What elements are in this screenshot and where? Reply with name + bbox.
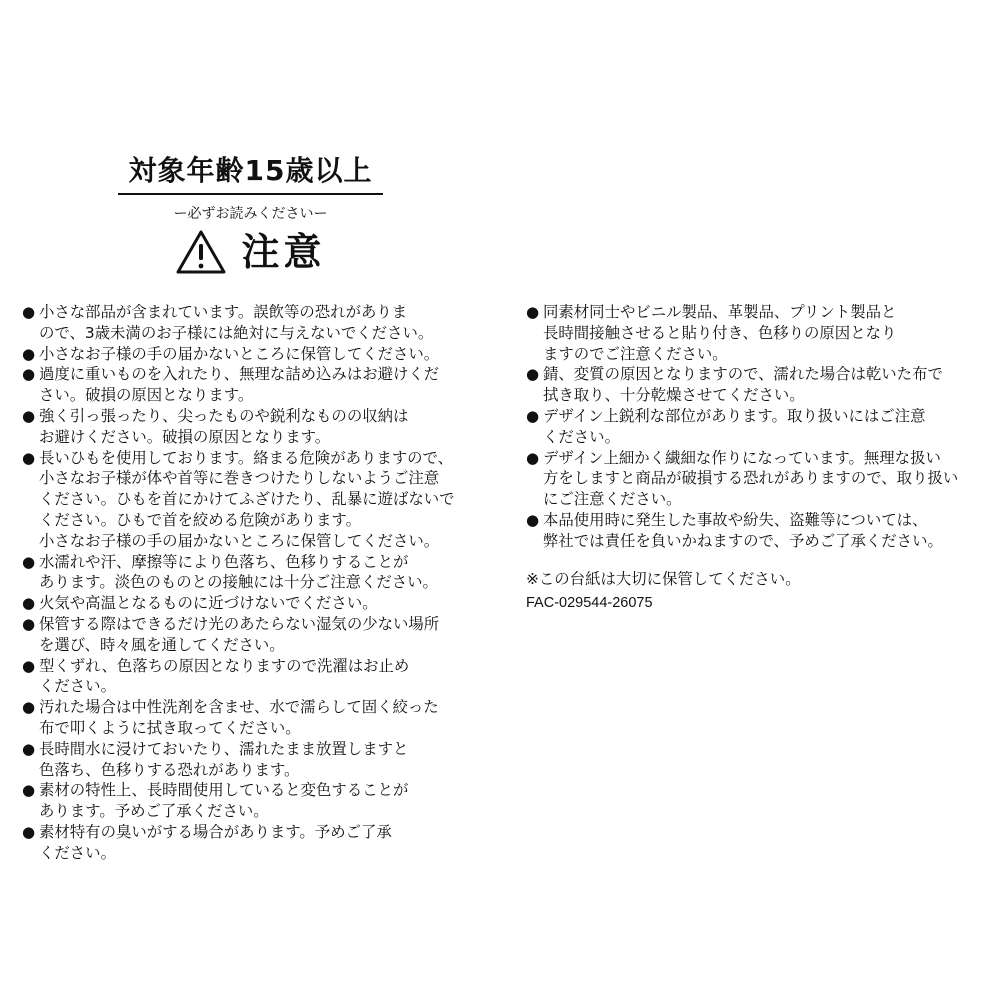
caution-item-line: 小さなお子様の手の届かないところに保管してください。 bbox=[39, 531, 440, 550]
caution-title: 注意 bbox=[241, 230, 326, 274]
caution-item-line: 長時間水に浸けておいたり、濡れたまま放置しますと bbox=[39, 739, 409, 758]
bullet-icon: ● bbox=[22, 448, 36, 467]
caution-item-line: 方をしますと商品が破損する恐れがありますので、取り扱い bbox=[543, 469, 959, 488]
age-rating-title: 対象年齢15歳以上 bbox=[118, 152, 383, 195]
caution-item-line: 小さなお子様の手の届かないところに保管してください。 bbox=[39, 344, 440, 363]
caution-item-line: 保管する際はできるだけ光のあたらない湿気の少ない場所 bbox=[39, 614, 440, 633]
caution-item-line: 弊社では責任を負いかねますので、予めご了承ください。 bbox=[543, 531, 943, 550]
caution-item bbox=[22, 656, 484, 698]
caution-item-line: 布で叩くように拭き取ってください。 bbox=[39, 718, 301, 737]
caution-item-line: あります。予めご了承ください。 bbox=[39, 802, 269, 821]
caution-item-line: 長時間接触させると貼り付き、色移りの原因となり bbox=[543, 323, 897, 342]
caution-item-line: にご注意ください。 bbox=[543, 490, 682, 509]
caution-item bbox=[22, 614, 484, 656]
caution-item-line: さい。破損の原因となります。 bbox=[39, 386, 254, 405]
caution-item-line: 小さなお子様が体や首等に巻きつけたりしないようご注意 bbox=[39, 469, 440, 488]
caution-item bbox=[22, 364, 484, 406]
caution-item-line: を選び、時々風を通してください。 bbox=[39, 635, 285, 654]
product-code: FAC-029544-26075 bbox=[526, 595, 653, 612]
caution-item-line: ので、3歳未満のお子様には絶対に与えないでください。 bbox=[39, 323, 434, 342]
header bbox=[118, 152, 383, 275]
caution-item bbox=[22, 448, 484, 552]
bullet-icon: ● bbox=[526, 510, 540, 529]
caution-item bbox=[526, 448, 988, 510]
caution-item-line: 素材の特性上、長時間使用していると変色することが bbox=[39, 781, 409, 800]
read-carefully-note: ー必ずお読みくださいー bbox=[173, 206, 328, 222]
caution-item-line: 水濡れや汗、摩擦等により色落ち、色移りすることが bbox=[39, 552, 409, 571]
caution-item-line: 強く引っ張ったり、尖ったものや鋭利なものの収納は bbox=[39, 406, 409, 425]
caution-item-line: 長いひもを使用しております。絡まる危険がありますので、 bbox=[39, 448, 454, 467]
caution-item bbox=[22, 552, 484, 594]
caution-item bbox=[22, 406, 484, 448]
footer-notes bbox=[526, 569, 988, 615]
bullet-icon: ● bbox=[526, 448, 540, 467]
caution-item-line: ください。 bbox=[543, 427, 620, 446]
bullet-icon: ● bbox=[22, 739, 36, 758]
bullet-icon: ● bbox=[22, 822, 36, 841]
caution-heading bbox=[118, 229, 383, 275]
caution-item bbox=[526, 302, 988, 364]
caution-item bbox=[22, 822, 484, 864]
caution-list-left bbox=[22, 302, 484, 864]
bullet-icon: ● bbox=[526, 365, 540, 384]
bullet-icon: ● bbox=[22, 552, 36, 571]
caution-item bbox=[22, 593, 484, 614]
caution-item-line: 拭き取り、十分乾燥させてください。 bbox=[543, 386, 805, 405]
warning-triangle-icon bbox=[175, 229, 227, 275]
caution-item-line: 本品使用時に発生した事故や紛失、盗難等については、 bbox=[543, 510, 928, 529]
caution-item-line: ください。ひもで首を絞める危険があります。 bbox=[39, 510, 361, 529]
caution-item bbox=[22, 780, 484, 822]
caution-item-line: ください。ひもを首にかけてふざけたり、乱暴に遊ばないで bbox=[39, 490, 455, 509]
caution-item bbox=[22, 344, 484, 365]
caution-list-right bbox=[526, 302, 988, 552]
caution-item bbox=[22, 739, 484, 781]
caution-item bbox=[526, 364, 988, 406]
bullet-icon: ● bbox=[526, 303, 540, 321]
caution-item-line: 火気や高温となるものに近づけないでください。 bbox=[39, 594, 378, 613]
bullet-icon: ● bbox=[526, 406, 540, 425]
caution-item-line: 型くずれ、色落ちの原因となりますので洗濯はお止め bbox=[39, 656, 410, 675]
caution-item-line: デザイン上鋭利な部位があります。取り扱いにはご注意 bbox=[543, 406, 926, 425]
caution-item-line: ください。 bbox=[39, 677, 116, 696]
bullet-icon: ● bbox=[22, 656, 36, 675]
caution-item-line: 汚れた場合は中性洗剤を含ませ、水で濡らして固く絞った bbox=[39, 698, 439, 717]
caution-item-line: 小さな部品が含まれています。誤飲等の恐れがありま bbox=[39, 303, 408, 321]
keep-sheet-note: ※この台紙は大切に保管してください。 bbox=[526, 569, 801, 588]
caution-item-line: 過度に重いものを入れたり、無理な詰め込みはお避けくだ bbox=[39, 365, 440, 384]
bullet-icon: ● bbox=[22, 781, 36, 800]
bullet-icon: ● bbox=[22, 698, 36, 717]
caution-item bbox=[526, 510, 988, 552]
caution-item-line: デザイン上細かく繊細な作りになっています。無理な扱い bbox=[543, 448, 941, 467]
bullet-icon: ● bbox=[22, 344, 36, 363]
caution-column-right bbox=[526, 302, 988, 614]
bullet-icon: ● bbox=[22, 594, 36, 613]
bullet-icon: ● bbox=[22, 406, 36, 425]
bullet-icon: ● bbox=[22, 365, 36, 384]
caution-item bbox=[22, 697, 484, 739]
bullet-icon: ● bbox=[22, 303, 36, 321]
caution-item-line: お避けください。破損の原因となります。 bbox=[39, 427, 331, 446]
caution-item-line: 同素材同士やビニル製品、革製品、プリント製品と bbox=[543, 303, 897, 321]
caution-item bbox=[22, 302, 484, 344]
caution-item-line: ますのでご注意ください。 bbox=[543, 344, 728, 363]
caution-item bbox=[526, 406, 988, 448]
caution-item-line: ください。 bbox=[39, 843, 116, 862]
caution-item-line: 素材特有の臭いがする場合があります。予めご了承 bbox=[39, 822, 392, 841]
bullet-icon: ● bbox=[22, 614, 36, 633]
caution-item-line: 色落ち、色移りする恐れがあります。 bbox=[39, 760, 300, 779]
caution-item-line: あります。淡色のものとの接触には十分ご注意ください。 bbox=[39, 573, 438, 592]
caution-item-line: 錆、変質の原因となりますので、濡れた場合は乾いた布で bbox=[543, 365, 943, 384]
